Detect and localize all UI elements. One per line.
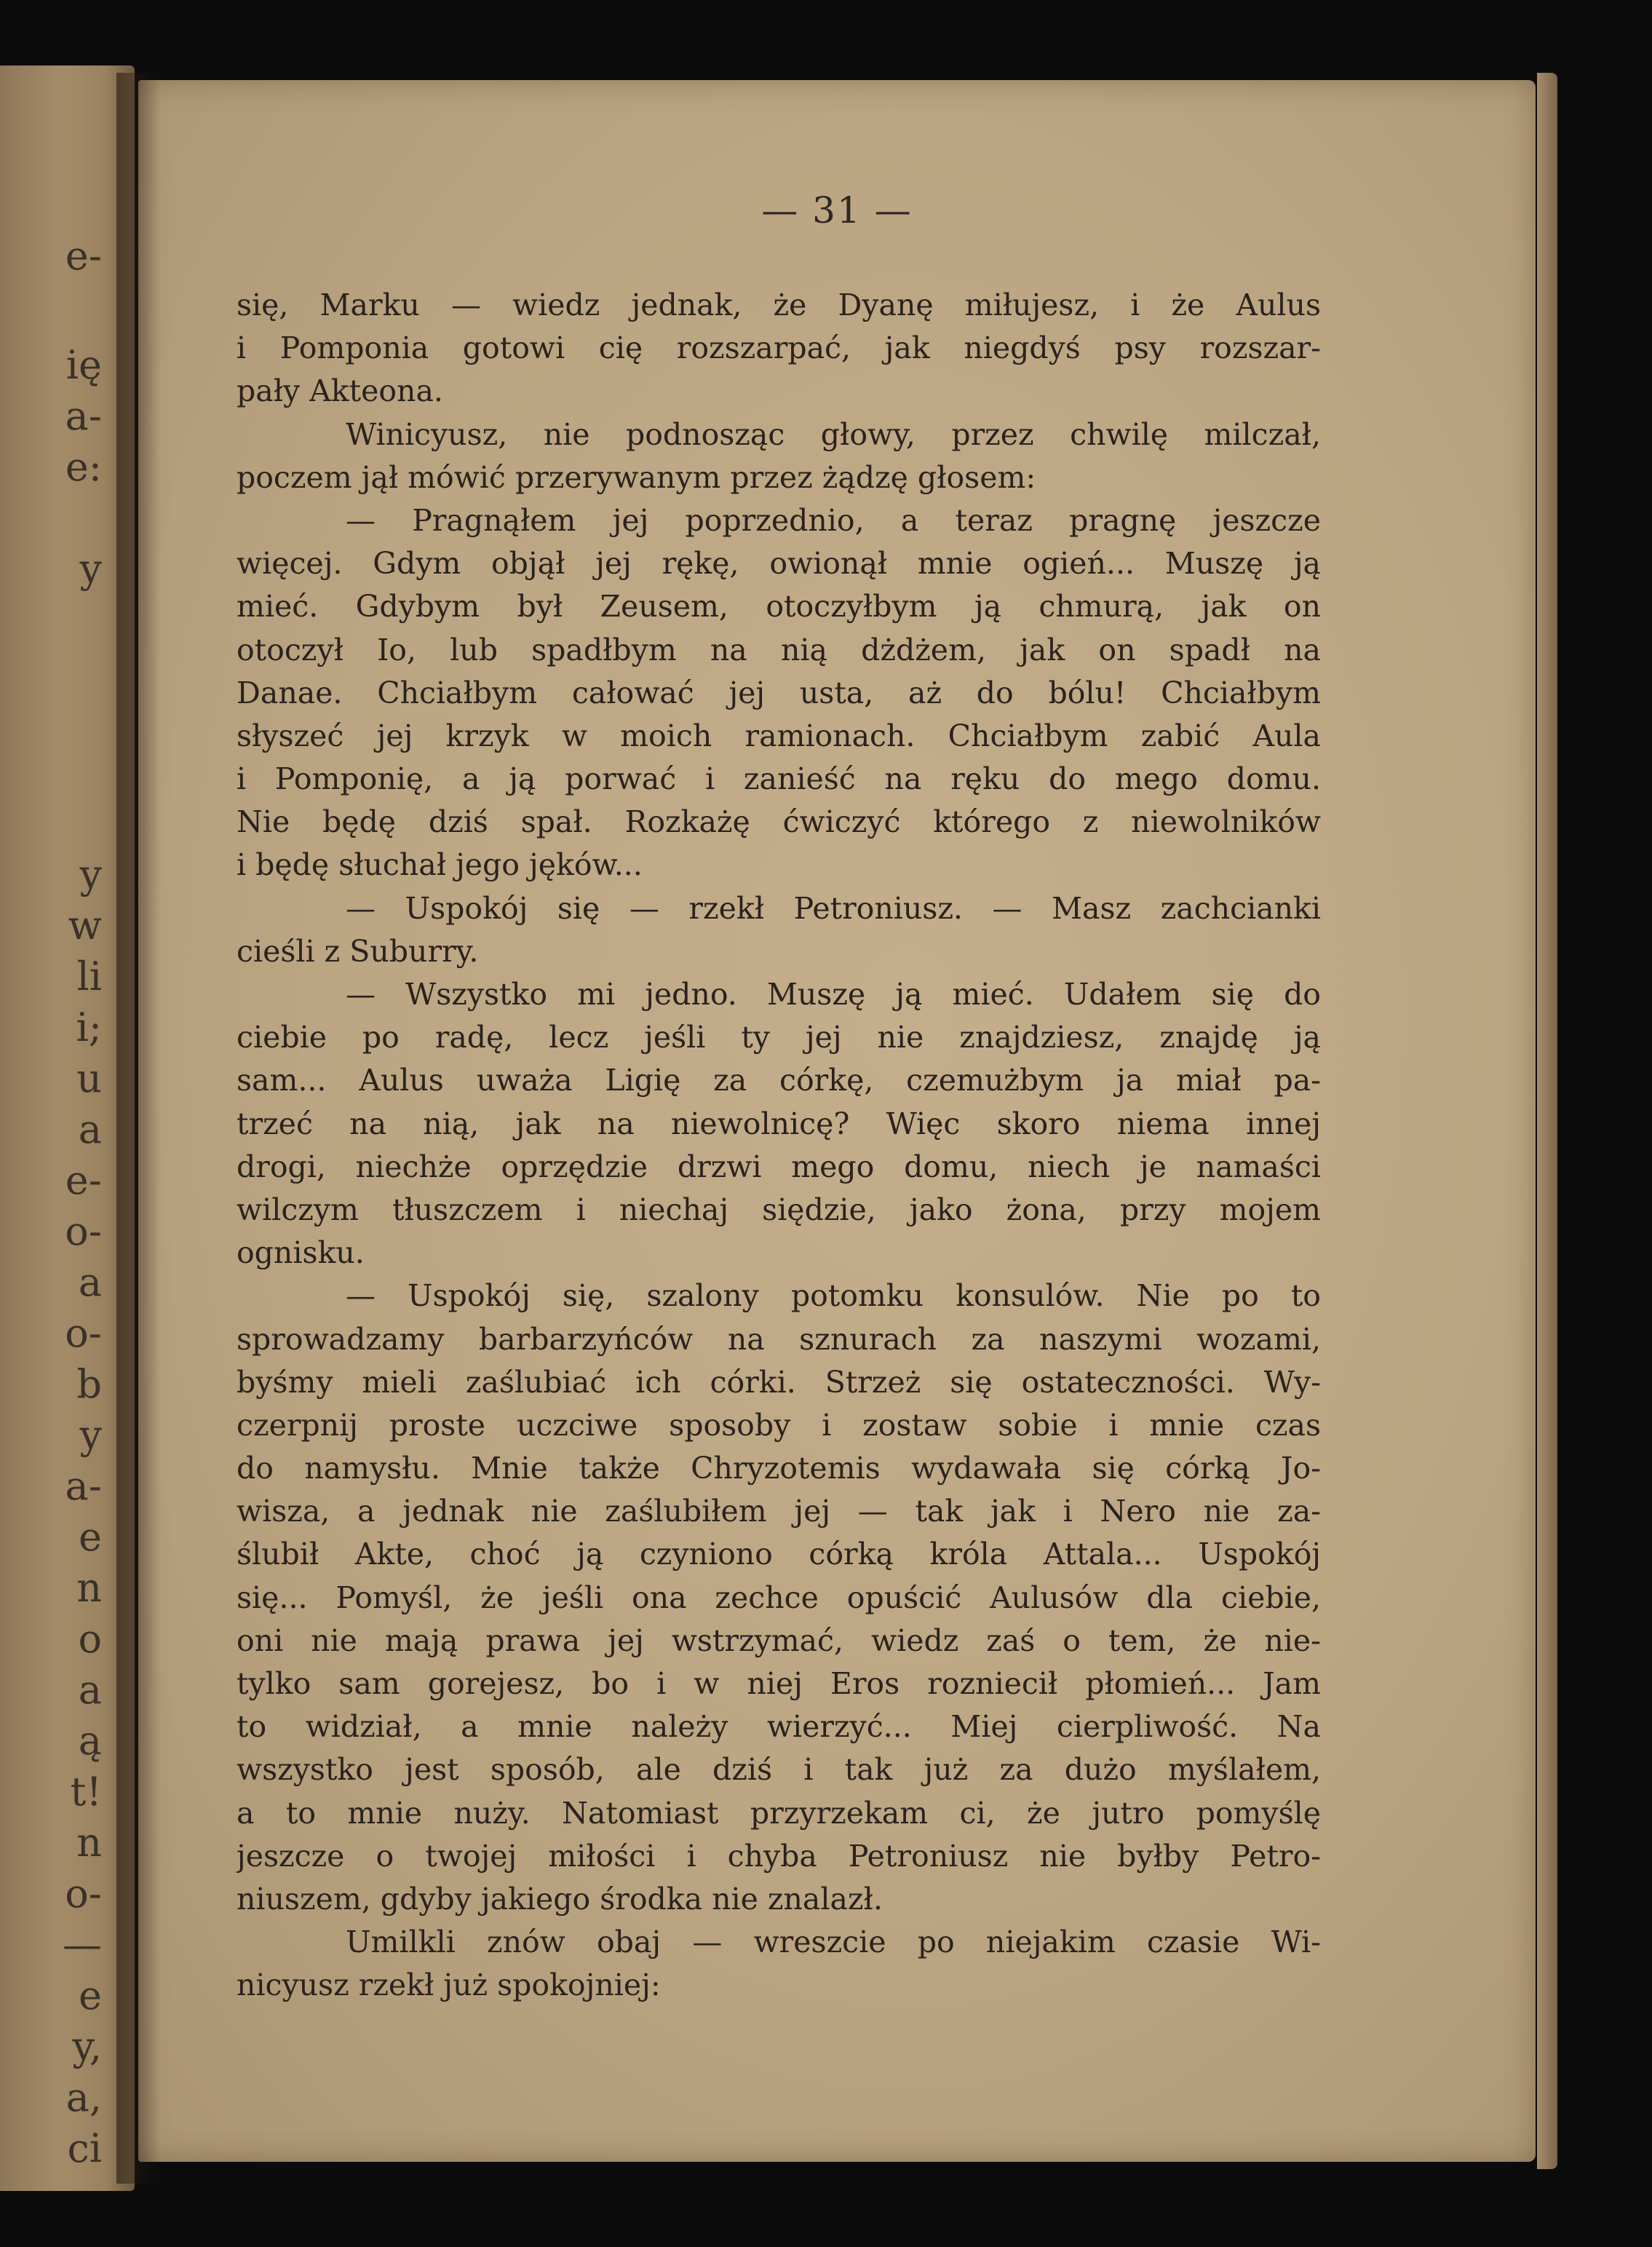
text-line: słyszeć jej krzyk w moich ramionach. Chciałbym zabić Aula	[237, 718, 1321, 753]
text-line: Nie będę dziś spał. Rozkażę ćwiczyć którego z niewolników	[237, 804, 1321, 840]
previous-page-fragment: y	[79, 1412, 102, 1458]
text-line: poczem jął mówić przerywanym przez żądzę głosem:	[237, 459, 1036, 495]
previous-page-text-fragments	[0, 66, 102, 2191]
previous-page-fragment: ci	[67, 2125, 102, 2171]
previous-page-fragment: o	[78, 1616, 102, 1662]
text-line: to widział, a mnie należy wierzyć... Miej cierpliwość. Na	[237, 1709, 1321, 1745]
previous-page-fragment: i;	[76, 1004, 102, 1050]
text-line: otoczył Io, lub spadłbym na nią dżdżem, jak on spadł na	[237, 632, 1321, 667]
previous-page-edge	[0, 66, 135, 2191]
previous-page-fragment: e-	[65, 233, 102, 279]
previous-page-fragment: t!	[70, 1769, 102, 1815]
text-line: wszystko jest sposób, ale dziś i tak już za dużo myślałem,	[237, 1752, 1321, 1788]
text-line: niuszem, gdyby jakiego środka nie znalazł.	[237, 1881, 883, 1917]
text-line: mieć. Gdybym był Zeusem, otoczyłbym ją chmurą, jak on	[237, 589, 1321, 625]
text-line: nicyusz rzekł już spokojniej:	[237, 1967, 661, 2003]
previous-page-fragment: a	[78, 1667, 102, 1713]
previous-page-fragment: e	[79, 1973, 102, 2018]
previous-page-fragment: e:	[65, 444, 102, 490]
book-gutter-shadow	[116, 73, 160, 2184]
text-line: — Uspokój się — rzekł Petroniusz. — Masz zachcianki	[346, 890, 1321, 926]
previous-page-fragment: w	[68, 903, 102, 948]
text-line: Umilkli znów obaj — wreszcie po niejakim czasie Wi-	[346, 1925, 1321, 1960]
text-line: Winicyusz, nie podnosząc głowy, przez chwilę milczał,	[346, 416, 1321, 452]
text-line: sam... Aulus uważa Ligię za córkę, czemużbym ja miał pa-	[237, 1063, 1321, 1098]
text-line: Danae. Chciałbym całować jej usta, aż do bólu! Chciałbym	[237, 675, 1321, 710]
text-line: do namysłu. Mnie także Chryzotemis wydawała się córką Jo-	[237, 1451, 1321, 1486]
previous-page-fragment: ię	[65, 342, 102, 388]
text-line: się... Pomyśl, że jeśli ona zechce opuścić Aulusów dla ciebie,	[237, 1580, 1321, 1615]
text-line: więcej. Gdym objął jej rękę, owionął mnie ogień... Muszę ją	[237, 546, 1321, 582]
previous-page-fragment: a	[78, 1106, 102, 1152]
text-line: i Pomponię, a ją porwać i zanieść na ręku do mego domu.	[237, 761, 1321, 797]
page-number: — 31 —	[761, 189, 913, 231]
previous-page-fragment: a-	[65, 393, 102, 439]
previous-page-fragment: e-	[65, 1157, 102, 1203]
text-line: czerpnij proste uczciwe sposoby i zostaw sobie i mnie czas	[237, 1407, 1321, 1443]
text-line: jeszcze o twojej miłości i chyba Petroniusz nie byłby Petro-	[237, 1838, 1321, 1874]
text-line: — Pragnąłem jej poprzednio, a teraz pragnę jeszcze	[346, 502, 1321, 538]
previous-page-fragment: o-	[65, 1871, 102, 1917]
text-line: ognisku.	[237, 1235, 365, 1271]
previous-page-fragment: e	[79, 1514, 102, 1560]
previous-page-fragment: —	[63, 1922, 102, 1967]
text-line: pały Akteona.	[237, 373, 443, 409]
text-line: cieśli z Suburry.	[237, 933, 479, 969]
text-line: i Pomponia gotowi cię rozszarpać, jak niegdyś psy rozszar-	[237, 330, 1321, 366]
text-line: i będę słuchał jego jęków...	[237, 847, 643, 883]
previous-page-fragment: a	[78, 1259, 102, 1305]
text-line: ciebie po radę, lecz jeśli ty jej nie znajdziesz, znajdę ją	[237, 1020, 1321, 1055]
text-line: drogi, niechże oprzędzie drzwi mego domu, niech je namaści	[237, 1149, 1321, 1184]
previous-page-fragment: u	[76, 1055, 102, 1101]
text-line: oni nie mają prawa jej wstrzymać, wiedz zaś o tem, że nie-	[237, 1622, 1321, 1658]
text-line: wilczym tłuszczem i niechaj siędzie, jako żona, przy mojem	[237, 1192, 1321, 1227]
text-line: wisza, a jednak nie zaślubiłem jej — tak jak i Nero nie za-	[237, 1494, 1321, 1529]
previous-page-fragment: y	[79, 546, 102, 592]
previous-page-fragment: a-	[65, 1463, 102, 1509]
text-line: — Uspokój się, szalony potomku konsulów. Nie po to	[346, 1278, 1321, 1314]
previous-page-fragment: y,	[72, 2024, 102, 2069]
previous-page-fragment: o-	[65, 1208, 102, 1254]
previous-page-fragment: y	[79, 852, 102, 897]
text-line: trzeć na nią, jak na niewolnicę? Więc skoro niema innej	[237, 1106, 1321, 1141]
previous-page-fragment: li	[76, 954, 102, 999]
page-body-text	[237, 284, 1321, 2008]
text-line: a to mnie nuży. Natomiast przyrzekam ci, że jutro pomyślę	[237, 1795, 1321, 1831]
text-line: się, Marku — wiedz jednak, że Dyanę miłujesz, i że Aulus	[237, 288, 1321, 322]
previous-page-fragment: n	[76, 1820, 102, 1866]
previous-page-fragment: n	[76, 1565, 102, 1611]
text-line: — Wszystko mi jedno. Muszę ją mieć. Udałem się do	[346, 977, 1321, 1012]
text-line: ślubił Akte, choć ją czyniono córką króla Attala... Uspokój	[237, 1537, 1321, 1572]
previous-page-fragment: b	[76, 1361, 102, 1407]
text-line: sprowadzamy barbarzyńców na sznurach za naszymi wozami,	[237, 1321, 1321, 1357]
previous-page-fragment: a,	[65, 2074, 102, 2120]
text-line: tylko sam gorejesz, bo i w niej Eros rozniecił płomień... Jam	[237, 1666, 1321, 1701]
previous-page-fragment: ą	[78, 1718, 102, 1764]
text-line: byśmy mieli zaślubiać ich córki. Strzeż się ostateczności. Wy-	[237, 1364, 1321, 1400]
previous-page-fragment: o-	[65, 1310, 102, 1356]
page-edge-shadow	[1537, 73, 1557, 2169]
book-page	[138, 80, 1536, 2162]
